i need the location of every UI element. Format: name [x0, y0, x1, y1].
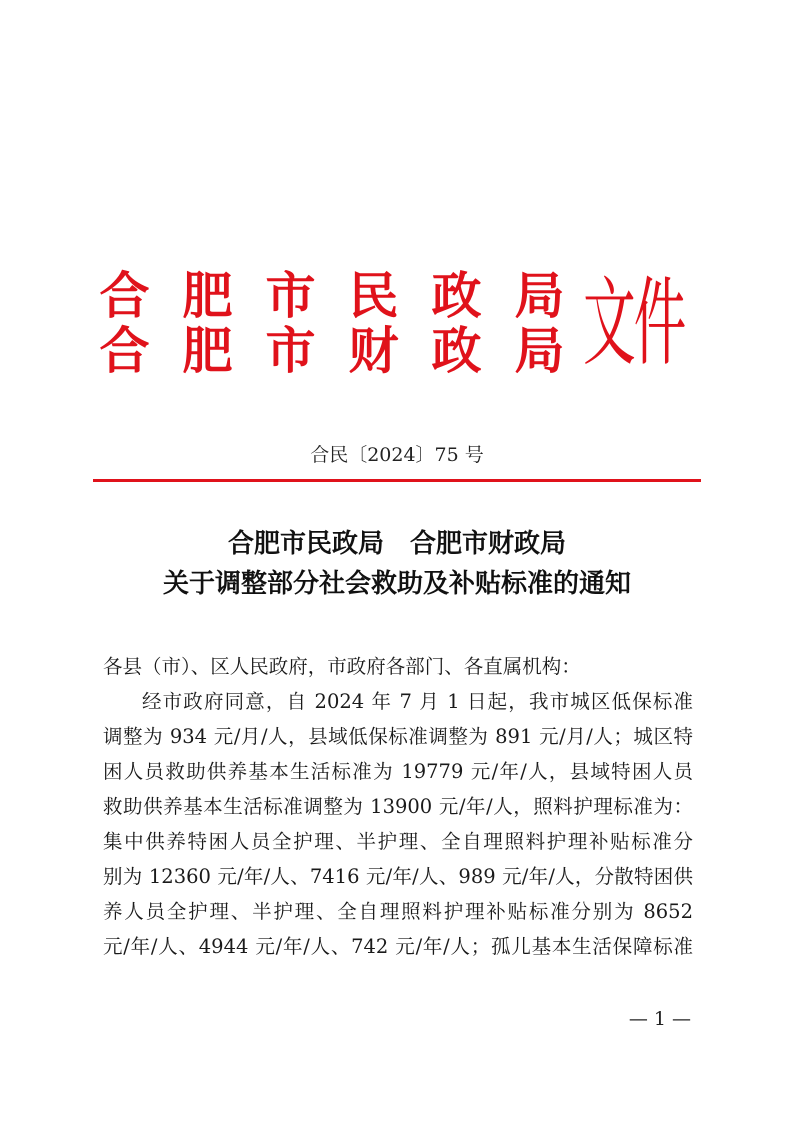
issuer-char: 政: [431, 321, 482, 380]
title-line-1: [0, 524, 794, 564]
document-body: [103, 649, 693, 964]
document-header: [97, 268, 697, 388]
issuer-char: 财: [348, 321, 399, 380]
page-number: — 1 —: [628, 1008, 691, 1030]
title-line-2: 关于调整部分社会救助及补贴标准的通知: [162, 569, 631, 599]
issuer-char: 局: [514, 321, 565, 380]
issuing-agencies: [97, 268, 577, 378]
body-line: 别为 12360 元/年/人、7416 元/年/人、989 元/年/人，分散特困供: [103, 865, 693, 888]
document-type-label: 文件: [583, 267, 685, 379]
issuer-char: 合: [99, 321, 150, 380]
issuer-civil-affairs-bureau: [97, 268, 567, 323]
issuer-finance-bureau: [97, 323, 567, 378]
salutation: 各县（市）、区人民政府，市政府各部门、各直属机构：: [103, 655, 581, 678]
document-title: [0, 524, 794, 604]
issuer-char: 肥: [182, 266, 233, 325]
title-issuer-1: 合肥市民政局: [227, 529, 384, 559]
body-line: 元/年/人、4944 元/年/人、742 元/年/人；孤儿基本生活保障标准: [103, 935, 693, 958]
issuer-char: 合: [99, 266, 150, 325]
body-line: 调整为 934 元/月/人，县域低保标准调整为 891 元/月/人；城区特: [103, 725, 693, 748]
issuer-char: 市: [265, 321, 316, 380]
issuer-char: 市: [265, 266, 316, 325]
title-issuer-2: 合肥市财政局: [410, 529, 567, 559]
body-line: 救助供养基本生活标准调整为 13900 元/年/人，照料护理标准为：: [103, 795, 693, 818]
issuer-char: 肥: [182, 321, 233, 380]
body-line: 困人员救助供养基本生活标准为 19779 元/年/人，县域特困人员: [103, 760, 693, 783]
document-number: 合民〔2024〕75 号: [310, 444, 484, 466]
body-line: 经市政府同意，自 2024 年 7 月 1 日起，我市城区低保标准: [142, 690, 693, 713]
issuer-char: 局: [514, 266, 565, 325]
issuer-char: 民: [348, 266, 399, 325]
body-line: 养人员全护理、半护理、全自理照料护理补贴标准分别为 8652: [103, 900, 693, 923]
red-divider-line: [93, 479, 701, 482]
issuer-char: 政: [431, 266, 482, 325]
body-line: 集中供养特困人员全护理、半护理、全自理照料护理补贴标准分: [103, 830, 693, 853]
